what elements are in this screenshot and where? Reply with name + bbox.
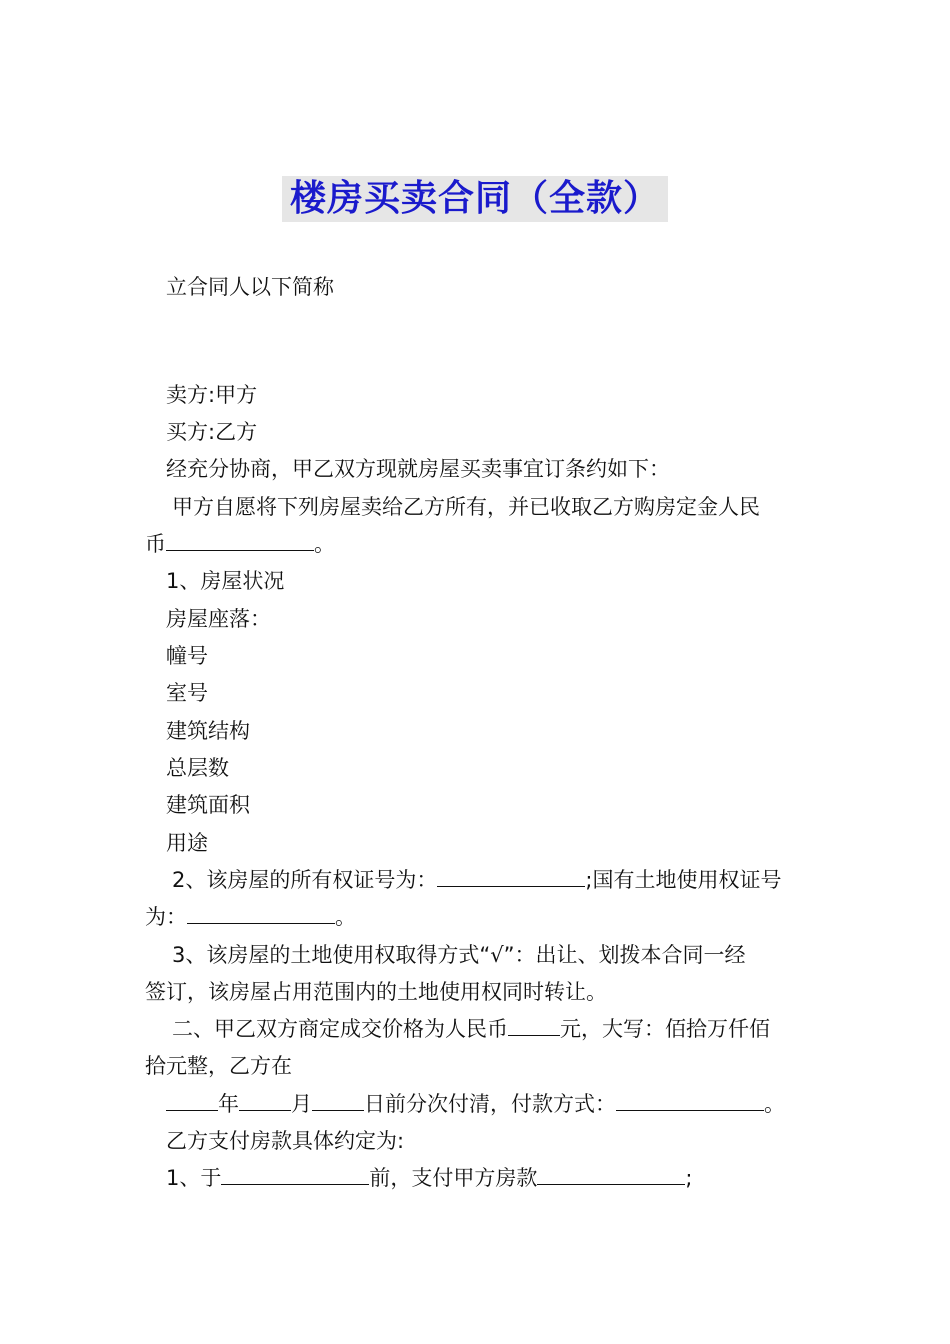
price-line bbox=[172, 1014, 770, 1044]
section-house-status: 1、房屋状况 bbox=[166, 569, 285, 593]
payment-details-heading: 乙方支付房款具体约定为: bbox=[166, 1129, 405, 1153]
payment-method-blank bbox=[616, 1090, 764, 1111]
deposit-currency: 币 bbox=[145, 532, 166, 556]
price-label: 二、甲乙双方商定成交价格为人民币 bbox=[172, 1017, 508, 1041]
payment-item-prefix: 1、于 bbox=[166, 1166, 222, 1190]
day-blank bbox=[312, 1090, 364, 1111]
land-use-line-2: 签订，该房屋占用范围内的土地使用权同时转让。 bbox=[145, 980, 607, 1004]
payment-date-blank bbox=[221, 1164, 369, 1185]
land-certificate-for: 为： bbox=[145, 905, 187, 929]
land-use-line: 3、该房屋的土地使用权取得方式“√”：出让、划拨本合同一经 bbox=[172, 943, 746, 967]
buyer-line: 买方:乙方 bbox=[166, 420, 258, 444]
month-blank bbox=[239, 1090, 291, 1111]
year-label: 年 bbox=[218, 1092, 239, 1116]
deposit-line-2 bbox=[145, 529, 335, 559]
deposit-amount-blank bbox=[166, 530, 314, 551]
land-certificate-blank bbox=[187, 903, 335, 924]
title-wrap bbox=[0, 176, 950, 222]
month-label: 月 bbox=[291, 1092, 312, 1116]
land-certificate-label: ;国有土地使用权证号 bbox=[585, 868, 782, 892]
payment-item-1 bbox=[166, 1163, 692, 1193]
field-room-no: 室号 bbox=[166, 681, 208, 705]
deposit-line: 甲方自愿将下列房屋卖给乙方所有，并已收取乙方购房定金人民 bbox=[172, 495, 760, 519]
payment-item-mid: 前，支付甲方房款 bbox=[369, 1166, 538, 1190]
payment-item-end: ; bbox=[685, 1166, 693, 1190]
price-line-2: 拾元整，乙方在 bbox=[145, 1054, 292, 1078]
deposit-end: 。 bbox=[314, 532, 335, 556]
payment-end: 。 bbox=[764, 1092, 785, 1116]
field-location: 房屋座落： bbox=[166, 607, 271, 631]
field-usage: 用途 bbox=[166, 831, 208, 855]
payment-method-label: 日前分次付清，付款方式： bbox=[364, 1092, 616, 1116]
certificate-blank bbox=[437, 866, 585, 887]
certificate-line-2 bbox=[145, 902, 356, 932]
price-blank bbox=[508, 1015, 560, 1036]
intro-line: 立合同人以下简称 bbox=[166, 275, 334, 299]
year-blank bbox=[166, 1090, 218, 1111]
certificate-label: 2、该房屋的所有权证号为： bbox=[172, 868, 438, 892]
field-building-no: 幢号 bbox=[166, 644, 208, 668]
payment-date-line bbox=[166, 1089, 785, 1119]
payment-amount-blank bbox=[537, 1164, 685, 1185]
land-certificate-end: 。 bbox=[335, 905, 356, 929]
certificate-line bbox=[172, 865, 781, 895]
price-capital-label: 元，大写：佰拾万仟佰 bbox=[560, 1017, 770, 1041]
field-area: 建筑面积 bbox=[166, 793, 250, 817]
field-structure: 建筑结构 bbox=[166, 719, 250, 743]
document-title: 楼房买卖合同（全款） bbox=[282, 176, 668, 222]
agreement-line: 经充分协商，甲乙双方现就房屋买卖事宜订条约如下： bbox=[166, 457, 670, 481]
field-floors: 总层数 bbox=[166, 756, 229, 780]
seller-line: 卖方:甲方 bbox=[166, 383, 258, 407]
